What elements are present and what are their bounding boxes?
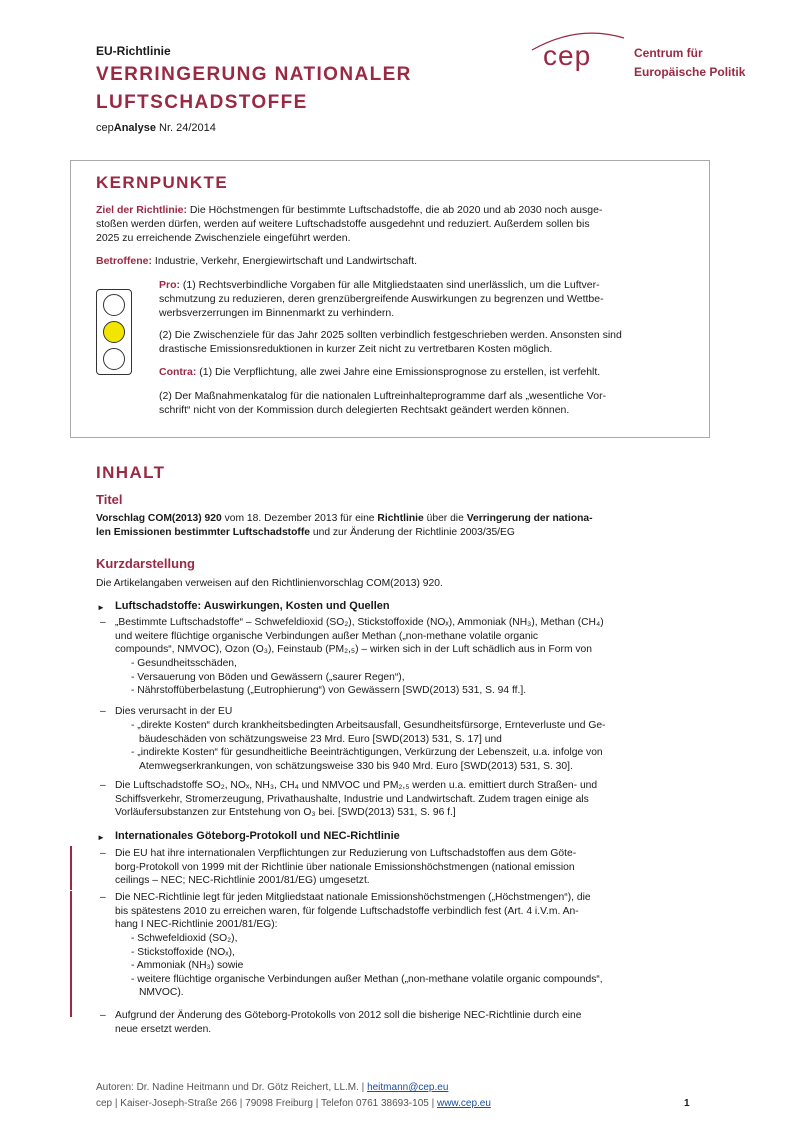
page-title-line2: LUFTSCHADSTOFFE — [96, 92, 308, 113]
footer-authors: Autoren: Dr. Nadine Heitmann und Dr. Götz Reichert, LL.M. | heitmann@cep.eu — [96, 1082, 449, 1093]
betroffene-paragraph: Betroffene: Industrie, Verkehr, Energiewirtschaft und Landwirtschaft. — [96, 255, 417, 267]
traffic-light-red-lamp — [103, 294, 125, 316]
section1-bullet1: – „Bestimmte Luftschadstoffe“ – Schwefeldioxid (SO₂), Stickstoffoxide (NOₓ), Ammoniak (NH₃), Methan (CH₄) und weitere flüchtige organische Verbindungen außer Methan („non-methane volatile organic compounds“, NMVOC), Ozon (O₃), Feinstaub (PM₂,₅) – wirken sich in der Luft schädlich aus in Form von — [100, 617, 604, 656]
traffic-light-icon — [96, 289, 132, 375]
section2-bullet2: – Die NEC-Richtlinie legt für jeden Mitgliedstaat nationale Emissionshöchstmengen („Höchstmengen“), die bis spätestens 2010 zu erreichen waren, für folgende Luftschadstoffe verbindlich fest (Art. 4 i.V.m. An- hang I NEC-Richtlinie 2001/81/EG): — [100, 892, 591, 931]
section2-bullet3: – Aufgrund der Änderung des Göteborg-Protokolls von 2012 soll die bisherige NEC-Richtlinie durch eine neue ersetzt werden. — [100, 1010, 582, 1035]
website-link[interactable]: www.cep.eu — [436, 1098, 491, 1109]
change-marker — [70, 846, 72, 890]
inhalt-heading: INHALT — [96, 463, 166, 482]
kernpunkte-heading: KERNPUNKTE — [96, 173, 229, 192]
organization-name: Centrum für Europäische Politik — [634, 46, 746, 79]
traffic-light-yellow-lamp — [103, 321, 125, 343]
author-email-link[interactable]: heitmann@cep.eu — [367, 1082, 449, 1093]
pro-paragraph-1: Pro: (1) Rechtsverbindliche Vorgaben für alle Mitgliedstaaten sind unerlässlich, um die Luftver- schmutzung zu reduzieren, deren grenzübergreifende Auswirkungen zu begrenzen und Wettbe- werbsverzerrungen im Binnenmarkt zu verhindern. — [159, 279, 604, 319]
pro-paragraph-2: (2) Die Zwischenziele für das Jahr 2025 sollten verbindlich festgeschrieben werden. Ansonsten sind drastische Emissionsreduktionen in kurzer Zeit nicht zu vertretbaren Kosten möglich. — [159, 329, 622, 355]
change-marker — [70, 891, 72, 1017]
page-number: 1 — [684, 1098, 690, 1109]
cep-logo: cep — [543, 40, 592, 71]
contra-paragraph-1: Contra: (1) Die Verpflichtung, alle zwei Jahre eine Emissionsprognose zu erstellen, ist verfehlt. — [159, 366, 601, 378]
series-number: cepAnalyse Nr. 24/2014 — [96, 122, 216, 134]
section1-bullet2: – Dies verursacht in der EU — [100, 706, 233, 717]
footer-address: cep | Kaiser-Joseph-Straße 266 | 79098 Freiburg | Telefon 0761 38693-105 | www.cep.eu — [96, 1098, 491, 1109]
kurzdarstellung-heading: Kurzdarstellung — [96, 556, 195, 571]
ziel-paragraph: Ziel der Richtlinie: Die Höchstmengen für bestimmte Luftschadstoffe, die ab 2020 und ab 2030 noch ausge- stoßen werden dürfen, werden auf weitere Luftschadstoffe ausgedehnt und reduziert. Außerdem sollen bis 2025 zu erreichende Zwischenziele eingeführt werden. — [96, 204, 603, 244]
section2-title: Internationales Göteborg-Protokoll und NEC-Richtlinie — [115, 830, 400, 842]
section1-title: Luftschadstoffe: Auswirkungen, Kosten und Quellen — [115, 600, 390, 612]
titel-heading: Titel — [96, 492, 123, 507]
section1-bullet3: – Die Luftschadstoffe SO₂, NOₓ, NH₃, CH₄ und NMVOC und PM₂,₅ werden u.a. emittiert durch Straßen- und Schiffsverkehr, Stromerzeugung, Privathaushalte, Industrie und Landwirtschaft. Zudem tragen einige als Vorläufersubstanzen zur Entstehung von O₃ bei. [SWD(2013) 531, S. 96 f.] — [100, 780, 598, 819]
traffic-light-green-lamp — [103, 348, 125, 370]
contra-paragraph-2: (2) Der Maßnahmenkatalog für die nationalen Luftreinhalteprogramme darf als „wesentliche Vor- schrift“ nicht von der Kommission durch delegierten Rechtsakt geändert werden können. — [159, 390, 607, 416]
section-bullet-icon: ► — [97, 833, 105, 842]
kurzdarstellung-note: Die Artikelangaben verweisen auf den Richtlinienvorschlag COM(2013) 920. — [96, 578, 443, 589]
section1-sublist2: - „direkte Kosten“ durch krankheitsbedingten Arbeitsausfall, Gesundheitsfürsorge, Ernteverluste und Ge- bäudeschäden von schätzungsweise 23 Mrd. Euro [SWD(2013) 531, S. 17] und - „indirekte Kosten“ für gesundheitliche Beeinträchtigungen, Verkürzung der Lebenszeit, u.a. infolge von Atemwegserkrankungen, von schätzungsweise 330 bis 940 Mrd. Euro [SWD(2013) 531, S. 30]. — [131, 720, 606, 772]
document-type: EU-Richtlinie — [96, 44, 171, 58]
section2-sublist: - Schwefeldioxid (SO₂), - Stickstoffoxide (NOₓ), - Ammoniak (NH₃) sowie - weitere flüchtige organische Verbindungen außer Methan („non-methane volatile organic compounds“, NMVOC). — [131, 933, 603, 999]
section1-sublist1: - Gesundheitsschäden, - Versauerung von Böden und Gewässern („saurer Regen“), - Nährstoffüberbelastung („Eutrophierung“) von Gewässern [SWD(2013) 531, S. 94 ff.]. — [131, 658, 527, 697]
section-bullet-icon: ► — [97, 603, 105, 612]
titel-text: Vorschlag COM(2013) 920 vom 18. Dezember 2013 für eine Richtlinie über die Verringerung der nationa- len Emissionen bestimmter Luftschadstoffe und zur Änderung der Richtlinie 2003/35/EG — [96, 513, 593, 538]
page-title-line1: VERRINGERUNG NATIONALER — [96, 64, 412, 85]
section2-bullet1: – Die EU hat ihre internationalen Verpflichtungen zur Reduzierung von Luftschadstoffen aus dem Göte- borg-Protokoll von 1999 mit der Richtlinie über nationale Emissionshöchstmengen (national emission ceilings – NEC; NEC-Richtlinie 2001/81/EG) umgesetzt. — [100, 848, 577, 887]
